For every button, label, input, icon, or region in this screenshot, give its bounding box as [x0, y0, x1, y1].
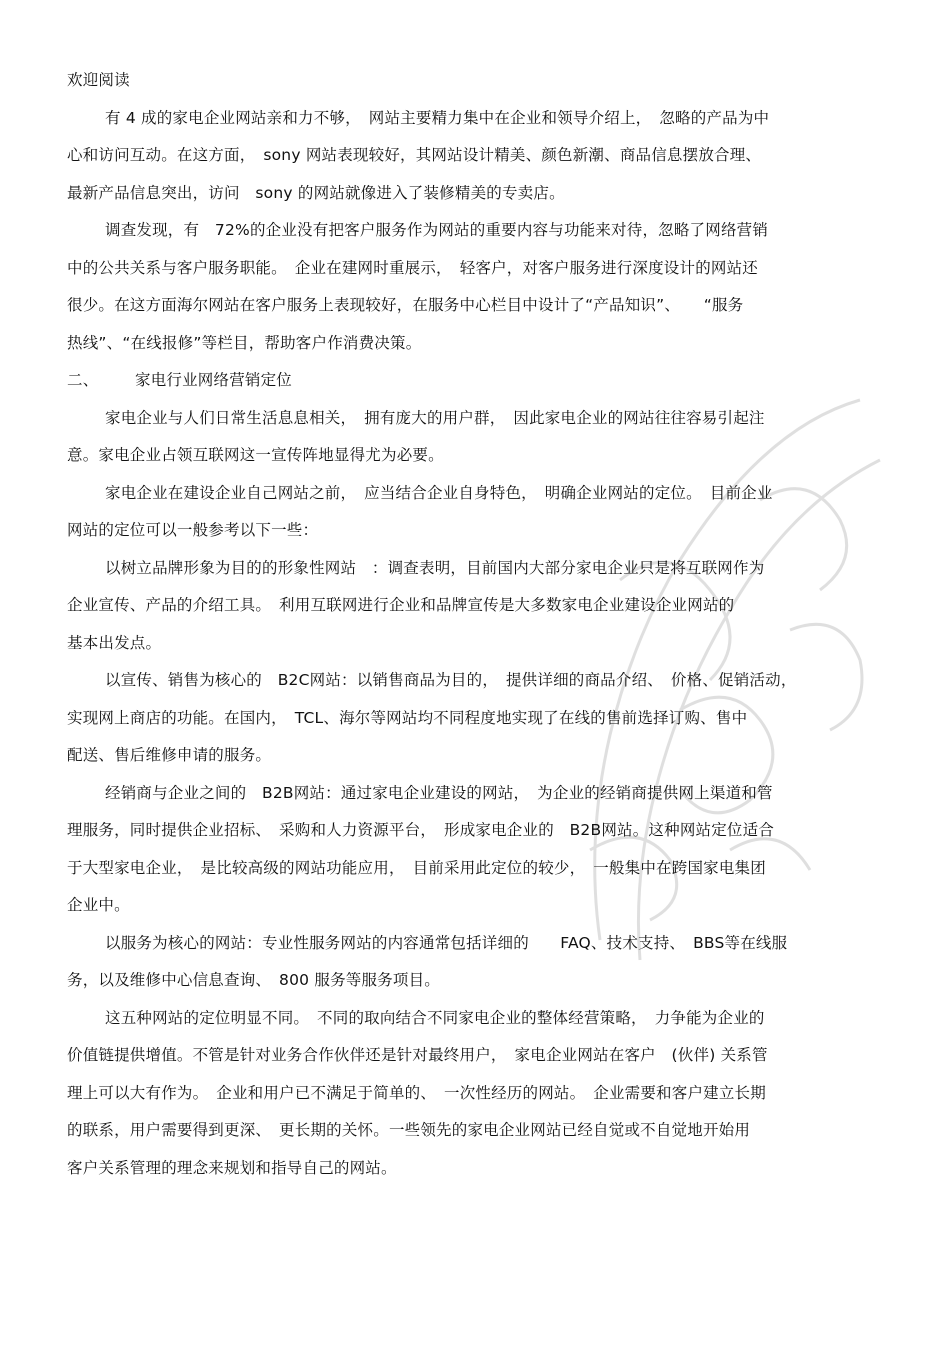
paragraph-line: 配送、售后维修申请的服务。: [67, 746, 272, 764]
paragraph-line: 理服务，同时提供企业招标、 采购和人力资源平台， 形成家电企业的 B2B网站。这种网站定位适合: [67, 821, 775, 839]
paragraph-line: 企业宣传、产品的介绍工具。 利用互联网进行企业和品牌宣传是大多数家电企业建设企业网站的: [67, 596, 735, 614]
paragraph-line: 于大型家电企业， 是比较高级的网站功能应用， 目前采用此定位的较少， 一般集中在跨国家电集团: [67, 858, 766, 877]
paragraph-line: 以宣传、销售为核心的 B2C网站：以销售商品为目的， 提供详细的商品介绍、 价格、促销活动，: [105, 671, 797, 689]
paragraph-line: 的联系，用户需要得到更深、 更长期的关怀。一些领先的家电企业网站已经自觉或不自觉地开始用: [67, 1121, 751, 1139]
paragraph-line: 网站的定位可以一般参考以下一些：: [67, 521, 319, 539]
paragraph-line: 有 4 成的家电企业网站亲和力不够， 网站主要精力集中在企业和领导介绍上， 忽略的产品为中: [105, 108, 770, 127]
paragraph-line: 很少。在这方面海尔网站在客户服务上表现较好，在服务中心栏目中设计了“产品知识”、 “服务: [67, 296, 744, 314]
paragraph-line: 意。家电企业占领互联网这一宣传阵地显得尤为必要。: [67, 446, 444, 464]
paragraph-line: 以树立品牌形象为目的的形象性网站 ：调查表明，目前国内大部分家电企业只是将互联网作为: [105, 558, 765, 577]
paragraph-line: 调查发现，有 72%的企业没有把客户服务作为网站的重要内容与功能来对待，忽略了网络营销: [105, 221, 769, 239]
paragraph-line: 企业中。: [67, 896, 130, 914]
paragraph-line: 务，以及维修中心信息查询、 800 服务等服务项目。: [67, 971, 440, 989]
paragraph-line: 价值链提供增值。不管是针对业务合作伙伴还是针对最终用户， 家电企业网站在客户 (伙伴) 关系管: [67, 1046, 768, 1064]
section-number: 二、: [67, 371, 99, 389]
section-title: 家电行业网络营销定位: [135, 371, 293, 389]
paragraph-line: 基本出发点。: [67, 633, 162, 652]
paragraph-line: 心和访问互动。在这方面， sony 网站表现较好，其网站设计精美、颜色新潮、商品信息摆放合理、: [67, 146, 762, 164]
paragraph-line: 经销商与企业之间的 B2B网站：通过家电企业建设的网站， 为企业的经销商提供网上渠道和管: [105, 783, 773, 802]
paragraph-line: 理上可以大有作为。 企业和用户已不满足于简单的、 一次性经历的网站。 企业需要和客户建立长期: [67, 1083, 766, 1102]
paragraph-line: 客户关系管理的理念来规划和指导自己的网站。: [67, 1158, 397, 1177]
section-heading: [67, 362, 882, 400]
doc-title: 欢迎阅读: [67, 71, 130, 89]
paragraph-line: 热线”、“在线报修”等栏目，帮助客户作消费决策。: [67, 333, 422, 352]
paragraph-line: 家电企业与人们日常生活息息相关， 拥有庞大的用户群， 因此家电企业的网站往往容易引起注: [105, 408, 765, 427]
paragraph-line: 实现网上商店的功能。在国内， TCL、海尔等网站均不同程度地实现了在线的售前选择订购、售中: [67, 708, 748, 727]
paragraph-line: 最新产品信息突出，访问 sony 的网站就像进入了装修精美的专卖店。: [67, 183, 565, 202]
paragraph-line: 这五种网站的定位明显不同。 不同的取向结合不同家电企业的整体经营策略， 力争能为企业的: [105, 1008, 765, 1027]
paragraph-line: 以服务为核心的网站：专业性服务网站的内容通常包括详细的 FAQ、技术支持、 BBS等在线服: [105, 933, 788, 952]
paragraph-line: 家电企业在建设企业自己网站之前， 应当结合企业自身特色， 明确企业网站的定位。 目前企业: [105, 483, 773, 502]
article-body: [67, 62, 882, 1187]
paragraph-line: 中的公共关系与客户服务职能。 企业在建网时重展示， 轻客户，对客户服务进行深度设计的网站还: [67, 258, 759, 277]
